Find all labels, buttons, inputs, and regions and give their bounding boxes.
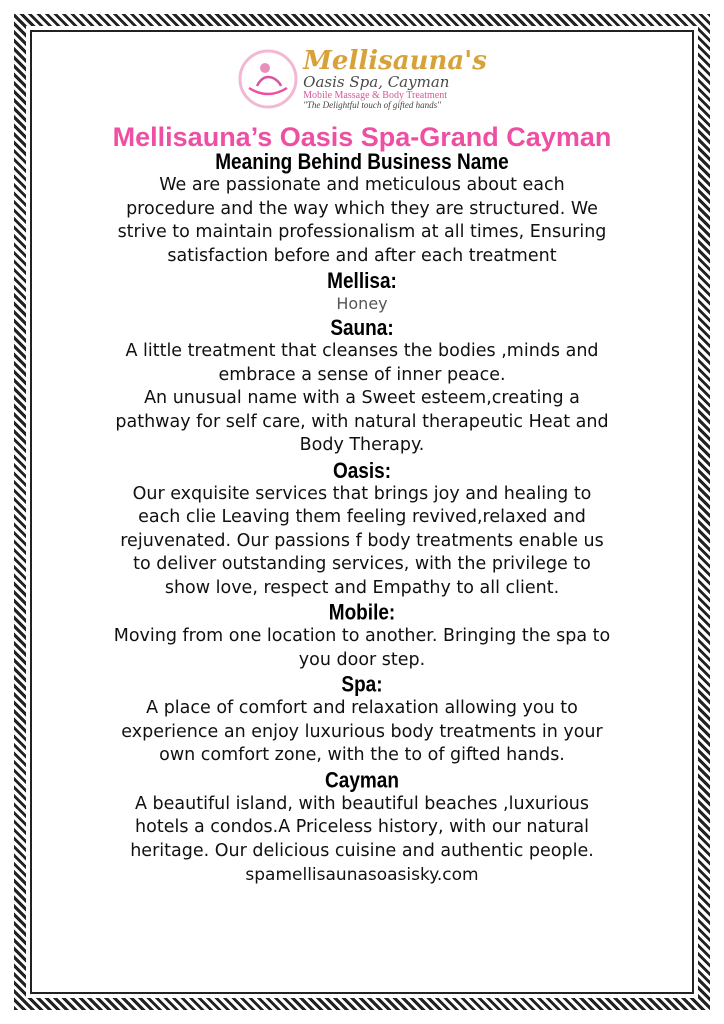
spa-figure-icon [237,48,299,110]
logo-subtitle: Oasis Spa, Cayman [303,72,450,91]
text-line: heritage. Our delicious cuisine and authentic people. [130,840,594,861]
section-heading-meaning: Meaning Behind Business Name [215,150,509,175]
section-spa-text [40,697,684,768]
section-heading-cayman: Cayman [325,768,399,793]
section-mobile-text [40,625,684,672]
text-line: procedure and the way which they are structured. We [126,198,598,219]
text-line: Body Therapy. [299,435,425,455]
text-line: each clie Leaving them feeling revived,relaxed and [138,507,586,527]
section-heading-oasis: Oasis: [332,458,392,483]
page-title: Mellisauna’s Oasis Spa-Grand Cayman [112,122,612,152]
section-sauna-text [40,340,684,458]
section-cayman-text [40,793,684,864]
text-line: embrace a sense of inner peace. [218,364,506,385]
text-line: A beautiful island, with beautiful beaches ,luxurious [135,793,589,814]
text-line: satisfaction before and after each treatment [167,245,557,266]
text-line: to deliver outstanding services, with the privilege to [133,554,591,574]
text-line: rejuvenated. Our passions f body treatments enable us [120,530,604,551]
section-oasis-text [40,483,684,601]
text-line: Moving from one location to another. Bringing the spa to [113,626,611,646]
text-line: strive to maintain professionalism at all times, Ensuring [117,222,607,242]
text-line: show love, respect and Empathy to all client. [164,577,560,598]
document-body [40,38,684,885]
section-meaning-text [40,174,684,268]
section-heading-mellisa: Mellisa: [327,269,397,294]
section-heading-sauna: Sauna: [330,316,394,341]
text-line: A little treatment that cleanses the bodies ,minds and [125,341,599,361]
logo [40,38,684,120]
text-line: own comfort zone, with the to of gifted hands. [159,745,565,765]
logo-tagline: "The Delightful touch of gifted hands" [303,100,441,111]
logo-name: Mellisauna's [303,45,487,76]
text-line: pathway for self care, with natural therapeutic Heat and [115,411,609,432]
logo-service: Mobile Massage & Body Treatment [303,89,448,101]
text-line: you door step. [298,649,426,670]
text-line: experience an enjoy luxurious body treatments in your [121,721,603,742]
section-heading-spa: Spa: [341,673,383,698]
text-line: Honey [336,294,388,313]
section-mellisa-text [40,293,684,315]
text-line: We are passionate and meticulous about each [159,175,565,195]
text-line: hotels a condos.A Priceless history, with our natural [135,817,589,837]
text-line: An unusual name with a Sweet esteem,creating a [144,388,580,408]
section-heading-mobile: Mobile: [328,601,396,626]
text-line: A place of comfort and relaxation allowing you to [146,698,578,718]
website-link[interactable]: spamellisaunasoasisky.com [245,865,479,885]
text-line: Our exquisite services that brings joy and healing to [132,483,592,504]
